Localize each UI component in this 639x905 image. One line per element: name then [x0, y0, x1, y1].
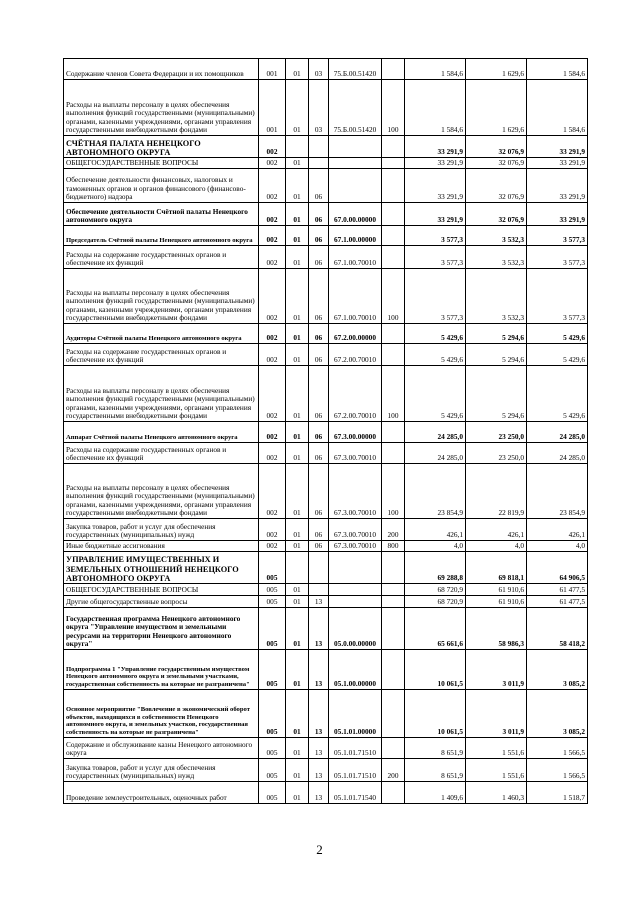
- amount-year-3: 33 291,9: [527, 203, 588, 226]
- amount-year-3: 24 285,0: [527, 422, 588, 443]
- dept-code: 002: [259, 203, 286, 226]
- expense-type-code: 100: [382, 269, 405, 324]
- amount-year-3: 5 429,6: [527, 324, 588, 344]
- row-name: Другие общегосударственные вопросы: [64, 596, 259, 608]
- row-name: Иные бюджетные ассигнования: [64, 541, 259, 552]
- amount-year-1: 426,1: [405, 519, 466, 541]
- section-code: 01: [286, 246, 309, 269]
- amount-year-2: 3 532,3: [466, 226, 527, 246]
- amount-year-2: 23 250,0: [466, 443, 527, 464]
- section-code: [286, 552, 309, 584]
- target-article-code: 67.0.00.00000: [329, 203, 382, 226]
- dept-code: 005: [259, 690, 286, 738]
- expense-type-code: 100: [382, 366, 405, 422]
- amount-year-3: 1 584,6: [527, 80, 588, 136]
- table-row: [64, 158, 588, 169]
- subsection-code: 03: [309, 80, 329, 136]
- subsection-code: [309, 584, 329, 596]
- section-code: 01: [286, 759, 309, 782]
- dept-code: 005: [259, 650, 286, 690]
- amount-year-3: 3 085,2: [527, 650, 588, 690]
- subsection-code: 03: [309, 59, 329, 80]
- dept-code: 001: [259, 59, 286, 80]
- subsection-code: 06: [309, 519, 329, 541]
- target-article-code: [329, 169, 382, 203]
- subsection-code: 06: [309, 443, 329, 464]
- amount-year-3: 1 584,6: [527, 59, 588, 80]
- dept-code: 002: [259, 541, 286, 552]
- row-name: Расходы на выплаты персоналу в целях обеспечения выполнения функций государственными (муниципальными) органами, казенными учреждениями, органами управления государственными внебюджетными фондами: [64, 464, 259, 519]
- section-code: 01: [286, 366, 309, 422]
- table-row: [64, 80, 588, 136]
- amount-year-1: 5 429,6: [405, 366, 466, 422]
- target-article-code: [329, 136, 382, 158]
- expense-type-code: [382, 584, 405, 596]
- subsection-code: 13: [309, 650, 329, 690]
- row-name: Обеспечение деятельности Счётной палаты Ненецкого автономного округа: [64, 203, 259, 226]
- amount-year-1: 3 577,3: [405, 246, 466, 269]
- amount-year-3: 61 477,5: [527, 584, 588, 596]
- amount-year-1: 1 584,6: [405, 59, 466, 80]
- target-article-code: 75.Б.00.51420: [329, 80, 382, 136]
- target-article-code: 05.1.01.00000: [329, 690, 382, 738]
- table-row: [64, 422, 588, 443]
- row-name: Расходы на выплаты персоналу в целях обеспечения выполнения функций государственными (муниципальными) органами, казенными учреждениями, органами управления государственными внебюджетными фондами: [64, 366, 259, 422]
- dept-code: 002: [259, 443, 286, 464]
- amount-year-1: 65 661,6: [405, 608, 466, 650]
- row-name: УПРАВЛЕНИЕ ИМУЩЕСТВЕННЫХ И ЗЕМЕЛЬНЫХ ОТНОШЕНИЙ НЕНЕЦКОГО АВТОНОМНОГО ОКРУГА: [64, 552, 259, 584]
- target-article-code: [329, 552, 382, 584]
- expense-type-code: 800: [382, 541, 405, 552]
- table-row: [64, 541, 588, 552]
- table-row: [64, 366, 588, 422]
- row-name: Расходы на содержание государственных органов и обеспечение их функций: [64, 246, 259, 269]
- expense-type-code: [382, 422, 405, 443]
- row-name: Расходы на выплаты персоналу в целях обеспечения выполнения функций государственными (муниципальными) органами, казенными учреждениями, органами управления государственными внебюджетными фондами: [64, 269, 259, 324]
- amount-year-1: 33 291,9: [405, 169, 466, 203]
- amount-year-1: 33 291,9: [405, 158, 466, 169]
- amount-year-2: 3 011,9: [466, 650, 527, 690]
- expense-type-code: [382, 650, 405, 690]
- table-row: [64, 324, 588, 344]
- expense-type-code: [382, 324, 405, 344]
- section-code: 01: [286, 158, 309, 169]
- target-article-code: 67.1.00.70010: [329, 269, 382, 324]
- row-name: Расходы на содержание государственных органов и обеспечение их функций: [64, 443, 259, 464]
- amount-year-2: 1 551,6: [466, 738, 527, 759]
- section-code: 01: [286, 596, 309, 608]
- subsection-code: 06: [309, 464, 329, 519]
- expense-type-code: [382, 59, 405, 80]
- subsection-code: 06: [309, 366, 329, 422]
- section-code: 01: [286, 519, 309, 541]
- amount-year-3: 24 285,0: [527, 443, 588, 464]
- amount-year-2: 1 460,3: [466, 782, 527, 804]
- dept-code: 005: [259, 608, 286, 650]
- subsection-code: 06: [309, 203, 329, 226]
- amount-year-1: 23 854,9: [405, 464, 466, 519]
- expense-type-code: [382, 690, 405, 738]
- amount-year-1: 1 584,6: [405, 80, 466, 136]
- table-row: [64, 226, 588, 246]
- target-article-code: 67.3.00.70010: [329, 541, 382, 552]
- amount-year-1: 5 429,6: [405, 324, 466, 344]
- amount-year-2: 69 818,1: [466, 552, 527, 584]
- expense-type-code: [382, 552, 405, 584]
- subsection-code: 13: [309, 608, 329, 650]
- dept-code: 005: [259, 596, 286, 608]
- amount-year-3: 5 429,6: [527, 344, 588, 366]
- amount-year-2: 32 076,9: [466, 203, 527, 226]
- subsection-code: 13: [309, 690, 329, 738]
- target-article-code: 67.2.00.70010: [329, 344, 382, 366]
- amount-year-1: 10 061,5: [405, 690, 466, 738]
- amount-year-1: 4,0: [405, 541, 466, 552]
- section-code: 01: [286, 738, 309, 759]
- table-row: [64, 136, 588, 158]
- dept-code: 005: [259, 738, 286, 759]
- section-code: 01: [286, 443, 309, 464]
- target-article-code: [329, 158, 382, 169]
- budget-table: [63, 58, 588, 804]
- amount-year-2: 5 294,6: [466, 366, 527, 422]
- dept-code: 002: [259, 422, 286, 443]
- amount-year-3: 1 566,5: [527, 738, 588, 759]
- table-row: [64, 169, 588, 203]
- amount-year-1: 68 720,9: [405, 584, 466, 596]
- table-row: [64, 246, 588, 269]
- row-name: Аппарат Счётной палаты Ненецкого автономного округа: [64, 422, 259, 443]
- amount-year-2: 426,1: [466, 519, 527, 541]
- section-code: 01: [286, 650, 309, 690]
- subsection-code: 06: [309, 324, 329, 344]
- target-article-code: 05.1.00.00000: [329, 650, 382, 690]
- expense-type-code: 100: [382, 80, 405, 136]
- target-article-code: 05.1.01.71510: [329, 759, 382, 782]
- section-code: 01: [286, 59, 309, 80]
- amount-year-2: 32 076,9: [466, 169, 527, 203]
- row-name: Председатель Счётной палаты Ненецкого автономного округа: [64, 226, 259, 246]
- dept-code: 002: [259, 519, 286, 541]
- row-name: Государственная программа Ненецкого автономного округа "Управление имуществом и земельными ресурсами на территории Ненецкого автономного округа": [64, 608, 259, 650]
- amount-year-1: 3 577,3: [405, 226, 466, 246]
- section-code: 01: [286, 422, 309, 443]
- section-code: 01: [286, 226, 309, 246]
- amount-year-2: 5 294,6: [466, 324, 527, 344]
- amount-year-1: 33 291,9: [405, 136, 466, 158]
- expense-type-code: [382, 158, 405, 169]
- amount-year-3: 3 577,3: [527, 246, 588, 269]
- subsection-code: 06: [309, 226, 329, 246]
- table-row: [64, 759, 588, 782]
- table-row: [64, 443, 588, 464]
- target-article-code: 67.1.00.70010: [329, 246, 382, 269]
- section-code: 01: [286, 203, 309, 226]
- amount-year-3: 5 429,6: [527, 366, 588, 422]
- subsection-code: 06: [309, 169, 329, 203]
- row-name: Расходы на выплаты персоналу в целях обеспечения выполнения функций государственными (муниципальными) органами, казенными учреждениями, органами управления государственными внебюджетными фондами: [64, 80, 259, 136]
- row-name: ОБЩЕГОСУДАРСТВЕННЫЕ ВОПРОСЫ: [64, 158, 259, 169]
- amount-year-3: 33 291,9: [527, 136, 588, 158]
- table-row: [64, 608, 588, 650]
- table-row: [64, 269, 588, 324]
- amount-year-3: 3 577,3: [527, 269, 588, 324]
- amount-year-2: 61 910,6: [466, 596, 527, 608]
- amount-year-3: 3 577,3: [527, 226, 588, 246]
- subsection-code: [309, 552, 329, 584]
- expense-type-code: [382, 136, 405, 158]
- amount-year-2: 5 294,6: [466, 344, 527, 366]
- target-article-code: 05.0.00.00000: [329, 608, 382, 650]
- expense-type-code: [382, 203, 405, 226]
- amount-year-2: 32 076,9: [466, 158, 527, 169]
- amount-year-2: 58 986,3: [466, 608, 527, 650]
- table-row: [64, 59, 588, 80]
- expense-type-code: [382, 344, 405, 366]
- dept-code: 002: [259, 366, 286, 422]
- table-row: [64, 552, 588, 584]
- section-code: 01: [286, 169, 309, 203]
- subsection-code: 06: [309, 344, 329, 366]
- section-code: [286, 136, 309, 158]
- target-article-code: 75.Б.00.51420: [329, 59, 382, 80]
- amount-year-3: 61 477,5: [527, 596, 588, 608]
- subsection-code: 13: [309, 782, 329, 804]
- subsection-code: 13: [309, 596, 329, 608]
- amount-year-2: 4,0: [466, 541, 527, 552]
- table-row: [64, 519, 588, 541]
- amount-year-3: 64 906,5: [527, 552, 588, 584]
- row-name: СЧЁТНАЯ ПАЛАТА НЕНЕЦКОГО АВТОНОМНОГО ОКРУГА: [64, 136, 259, 158]
- table-row: [64, 738, 588, 759]
- target-article-code: 67.3.00.00000: [329, 422, 382, 443]
- dept-code: 002: [259, 158, 286, 169]
- dept-code: 002: [259, 136, 286, 158]
- amount-year-2: 1 551,6: [466, 759, 527, 782]
- amount-year-3: 33 291,9: [527, 158, 588, 169]
- dept-code: 005: [259, 759, 286, 782]
- amount-year-1: 68 720,9: [405, 596, 466, 608]
- amount-year-2: 61 910,6: [466, 584, 527, 596]
- table-row: [64, 596, 588, 608]
- row-name: Содержание членов Совета Федерации и их помощников: [64, 59, 259, 80]
- row-name: ОБЩЕГОСУДАРСТВЕННЫЕ ВОПРОСЫ: [64, 584, 259, 596]
- subsection-code: 13: [309, 759, 329, 782]
- expense-type-code: 200: [382, 759, 405, 782]
- dept-code: 002: [259, 324, 286, 344]
- row-name: Подпрограмма 1 "Управление государственным имуществом Ненецкого автономного округа и земельными участками, государственная собственность на которые не разграничена": [64, 650, 259, 690]
- expense-type-code: [382, 246, 405, 269]
- amount-year-1: 24 285,0: [405, 422, 466, 443]
- subsection-code: 06: [309, 422, 329, 443]
- subsection-code: 06: [309, 541, 329, 552]
- amount-year-2: 22 819,9: [466, 464, 527, 519]
- amount-year-2: 1 629,6: [466, 59, 527, 80]
- amount-year-2: 3 532,3: [466, 246, 527, 269]
- expense-type-code: [382, 738, 405, 759]
- section-code: 01: [286, 782, 309, 804]
- target-article-code: 67.2.00.00000: [329, 324, 382, 344]
- amount-year-3: 23 854,9: [527, 464, 588, 519]
- dept-code: 002: [259, 169, 286, 203]
- target-article-code: [329, 596, 382, 608]
- table-row: [64, 584, 588, 596]
- section-code: 01: [286, 541, 309, 552]
- expense-type-code: [382, 596, 405, 608]
- amount-year-3: 3 085,2: [527, 690, 588, 738]
- amount-year-2: 23 250,0: [466, 422, 527, 443]
- amount-year-3: 1 566,5: [527, 759, 588, 782]
- row-name: Расходы на содержание государственных органов и обеспечение их функций: [64, 344, 259, 366]
- row-name: Основное мероприятие "Вовлечение в экономический оборот объектов, находящихся в собственности Ненецкого автономного округа, и земельных участков, государственная собственность на которые не разграничена": [64, 690, 259, 738]
- target-article-code: [329, 584, 382, 596]
- target-article-code: 67.3.00.70010: [329, 519, 382, 541]
- table-row: [64, 344, 588, 366]
- amount-year-1: 24 285,0: [405, 443, 466, 464]
- amount-year-1: 8 651,9: [405, 738, 466, 759]
- expense-type-code: [382, 169, 405, 203]
- expense-type-code: [382, 782, 405, 804]
- row-name: Содержание и обслуживание казны Ненецкого автономного округа: [64, 738, 259, 759]
- section-code: 01: [286, 464, 309, 519]
- amount-year-3: 4,0: [527, 541, 588, 552]
- subsection-code: 13: [309, 738, 329, 759]
- expense-type-code: 200: [382, 519, 405, 541]
- expense-type-code: 100: [382, 464, 405, 519]
- target-article-code: 67.3.00.70010: [329, 464, 382, 519]
- row-name: Аудиторы Счётной палаты Ненецкого автономного округа: [64, 324, 259, 344]
- dept-code: 005: [259, 782, 286, 804]
- amount-year-2: 3 532,3: [466, 269, 527, 324]
- table-row: [64, 464, 588, 519]
- amount-year-2: 1 629,6: [466, 80, 527, 136]
- amount-year-3: 33 291,9: [527, 169, 588, 203]
- dept-code: 002: [259, 344, 286, 366]
- table-row: [64, 650, 588, 690]
- subsection-code: [309, 136, 329, 158]
- subsection-code: 06: [309, 269, 329, 324]
- amount-year-1: 5 429,6: [405, 344, 466, 366]
- row-name: Проведение землеустроительных, оценочных работ: [64, 782, 259, 804]
- amount-year-1: 69 288,8: [405, 552, 466, 584]
- dept-code: 002: [259, 246, 286, 269]
- row-name: Закупка товаров, работ и услуг для обеспечения государственных (муниципальных) нужд: [64, 519, 259, 541]
- table-row: [64, 690, 588, 738]
- target-article-code: 05.1.01.71540: [329, 782, 382, 804]
- amount-year-1: 3 577,3: [405, 269, 466, 324]
- amount-year-1: 10 061,5: [405, 650, 466, 690]
- page-number: 2: [316, 842, 323, 857]
- target-article-code: 67.2.00.70010: [329, 366, 382, 422]
- dept-code: 005: [259, 584, 286, 596]
- expense-type-code: [382, 443, 405, 464]
- section-code: 01: [286, 80, 309, 136]
- section-code: 01: [286, 269, 309, 324]
- subsection-code: 06: [309, 246, 329, 269]
- amount-year-1: 1 409,6: [405, 782, 466, 804]
- table-row: [64, 782, 588, 804]
- section-code: 01: [286, 324, 309, 344]
- dept-code: 001: [259, 80, 286, 136]
- expense-type-code: [382, 608, 405, 650]
- dept-code: 002: [259, 464, 286, 519]
- amount-year-3: 426,1: [527, 519, 588, 541]
- amount-year-3: 1 518,7: [527, 782, 588, 804]
- dept-code: 002: [259, 269, 286, 324]
- dept-code: 002: [259, 226, 286, 246]
- row-name: Закупка товаров, работ и услуг для обеспечения государственных (муниципальных) нужд: [64, 759, 259, 782]
- amount-year-1: 8 651,9: [405, 759, 466, 782]
- section-code: 01: [286, 690, 309, 738]
- subsection-code: [309, 158, 329, 169]
- target-article-code: 67.1.00.00000: [329, 226, 382, 246]
- section-code: 01: [286, 584, 309, 596]
- table-row: [64, 203, 588, 226]
- target-article-code: 67.3.00.70010: [329, 443, 382, 464]
- section-code: 01: [286, 608, 309, 650]
- section-code: 01: [286, 344, 309, 366]
- row-name: Обеспечение деятельности финансовых, налоговых и таможенных органов и органов финансового (финансово-бюджетного) надзора: [64, 169, 259, 203]
- amount-year-3: 58 418,2: [527, 608, 588, 650]
- amount-year-2: 32 076,9: [466, 136, 527, 158]
- target-article-code: 05.1.01.71510: [329, 738, 382, 759]
- amount-year-2: 3 011,9: [466, 690, 527, 738]
- expense-type-code: [382, 226, 405, 246]
- amount-year-1: 33 291,9: [405, 203, 466, 226]
- dept-code: 005: [259, 552, 286, 584]
